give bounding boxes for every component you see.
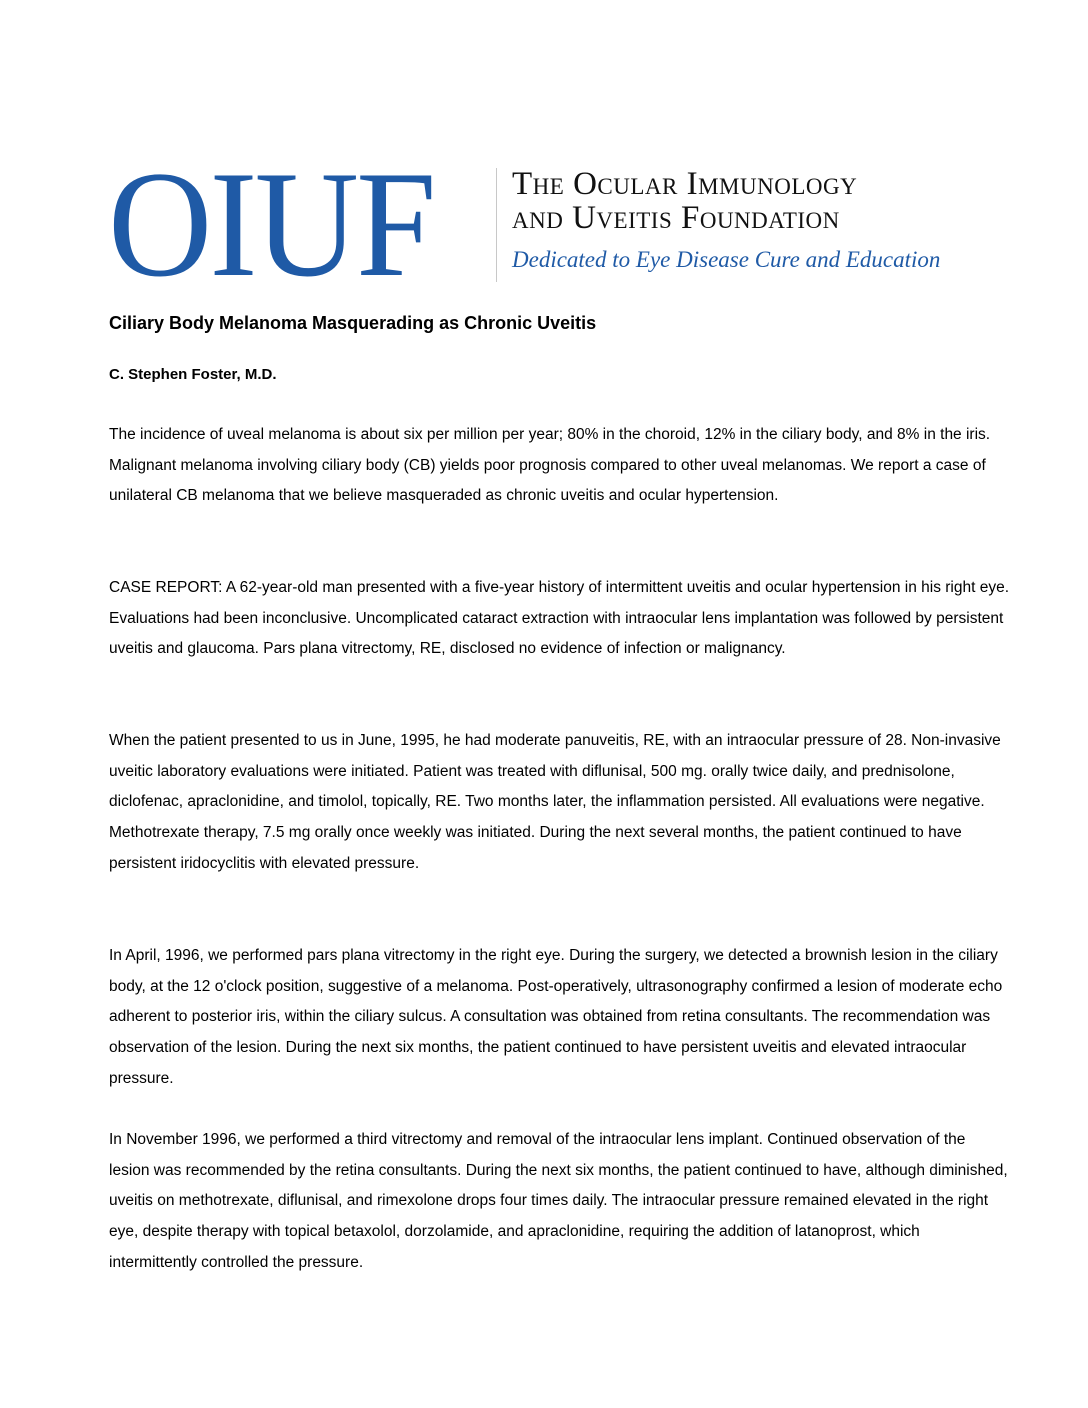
paragraph-november-1996 [109,1125,1009,1279]
paragraph-text: In November 1996, we performed a third vitrectomy and removal of the intraocular lens implant. Continued observation of the lesion was recommended by the retina consultants. During the next six months, the patient continued to have, although diminished, uveitis on methotrexate, diflunisal, and rimexolone drops four times daily. The intraocular pressure remained elevated in the right eye, despite therapy with topical betaxolol, dorzolamide, and apraclonidine, requiring the addition of latanoprost, which intermittently controlled the pressure. [109,1131,1008,1271]
logo-mark: OIUF [108,140,434,308]
paragraph-april-1996 [109,941,1009,1095]
logo-divider [496,168,497,282]
paragraph-case-report [109,573,1009,665]
paragraph-text: When the patient presented to us in June, 1995, he had moderate panuveitis, RE, with an intraocular pressure of 28. Non-invasive uveitic laboratory evaluations were initiated. Patient was treated with diflunisal, 500 mg. orally twice daily, and prednisolone, diclofenac, apraclonidine, and timolol, topically, RE. Two months later, the inflammation persisted. All evaluations were negative. Methotrexate therapy, 7.5 mg orally once weekly was initiated. During the next several months, the patient continued to have persistent iridocyclitis with elevated pressure. [109,732,1001,872]
paragraph-text: CASE REPORT: A 62-year-old man presented with a five-year history of intermittent uveitis and ocular hypertension in his right eye. Evaluations had been inconclusive. Uncomplicated cataract extraction with intraocular lens implantation was followed by persistent uveitis and glaucoma. Pars plana vitrectomy, RE, disclosed no evidence of infection or malignancy. [109,579,1010,658]
foundation-logo [108,140,948,308]
paragraph-text: The incidence of uveal melanoma is about six per million per year; 80% in the choroid, 12% in the ciliary body, and 8% in the iris. Malignant melanoma involving ciliary body (CB) yields poor prognosis compared to other uveal melanomas. We report a case of unilateral CB melanoma that we believe masqueraded as chronic uveitis and ocular hypertension. [109,426,991,505]
logo-name-line1: The Ocular Immunology [512,166,858,202]
logo-tagline: Dedicated to Eye Disease Cure and Education [512,247,941,272]
paragraph-text: In April, 1996, we performed pars plana vitrectomy in the right eye. During the surgery, we detected a brownish lesion in the ciliary body, at the 12 o'clock position, suggestive of a melanoma. Post-operatively, ultrasonography confirmed a lesion of moderate echo adherent to posterior iris, within the ciliary sulcus. A consultation was obtained from retina consultants. The recommendation was observation of the lesion. During the next six months, the patient continued to have persistent uveitis and elevated intraocular pressure. [109,947,1003,1087]
paragraph-presentation [109,726,1009,880]
paragraph-intro [109,420,1009,512]
article-title: Ciliary Body Melanoma Masquerading as Chronic Uveitis [109,313,597,333]
logo-name-line2: and Uveitis Foundation [512,200,840,236]
article-author: C. Stephen Foster, M.D. [109,366,277,383]
